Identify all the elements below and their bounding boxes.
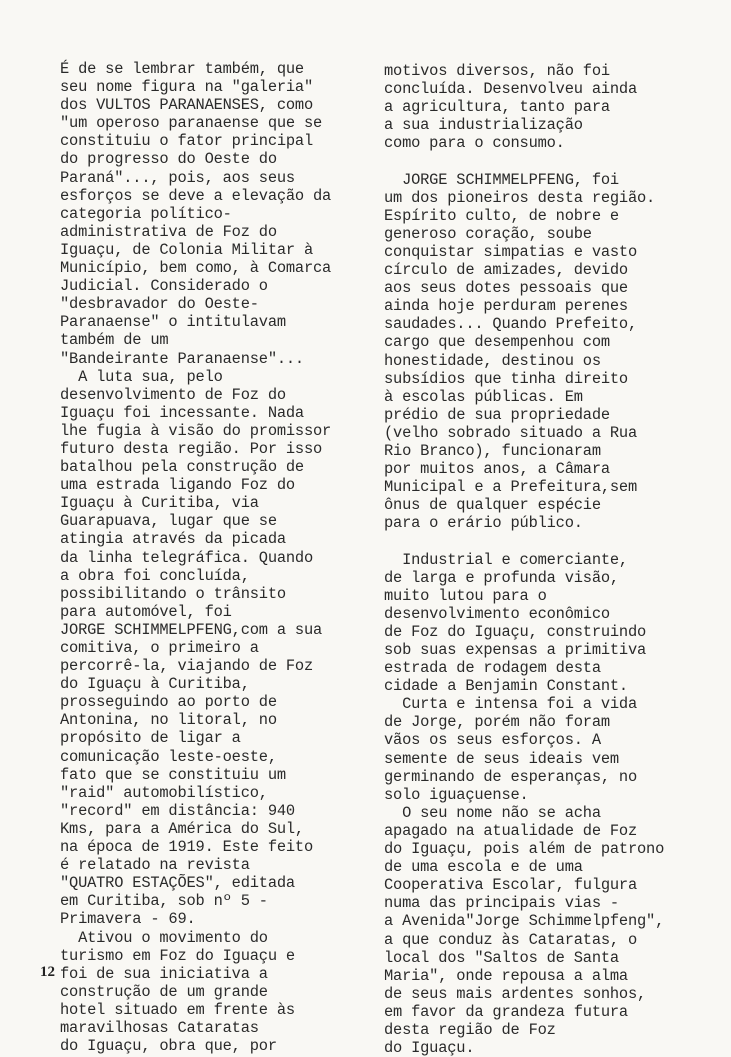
text-line: seu nome figura na "galeria" [60,78,314,97]
text-line: de uma escola e de uma [384,858,583,877]
text-line: do Iguaçu. [384,1039,475,1057]
text-line: de Foz do Iguaçu, construindo [384,622,647,641]
text-line: percorrê-la, viajando de Foz [60,657,314,676]
text-line: na época de 1919. Este feito [60,838,314,857]
text-line: conquistar simpatias e vasto [384,242,638,261]
text-line: concluída. Desenvolveu ainda [384,80,638,99]
text-line: (velho sobrado situado a Rua [384,423,638,442]
text-line: dos VULTOS PARANAENSES, como [60,96,314,115]
text-line: Municipal e a Prefeitura,sem [384,478,638,497]
text-line: desenvolvimento de Foz do [60,385,286,404]
text-line: maravilhosas Cataratas [60,1018,259,1037]
text-line: Ativou o movimento do [60,928,268,947]
text-line: fato que se constituiu um [60,765,286,784]
text-line: do progresso do Oeste do [60,150,277,169]
text-line: numa das principais vias - [384,894,619,913]
text-line: Município, bem como, à Comarca [60,259,332,278]
text-line: Industrial e comerciante, [384,550,628,569]
text-line: comunicação leste-oeste, [60,747,277,766]
text-line: propósito de ligar a [60,729,241,748]
text-line: administrativa de Foz do [60,222,277,241]
text-line: foi de sua iniciativa a [60,964,268,983]
text-line: Cooperativa Escolar, fulgura [384,876,638,895]
text-line: apagado na atualidade de Foz [384,821,638,840]
text-line: a obra foi concluída, [60,566,250,585]
text-line: muito lutou para o [384,586,547,605]
text-line: Iguaçu foi incessante. Nada [60,403,304,422]
text-line: futuro desta região. Por isso [60,439,323,458]
text-line: a agricultura, tanto para [384,98,610,117]
text-line: Kms, para a América do Sul, [60,819,304,838]
page-number: 12 [40,964,55,980]
text-line: ainda hoje perduram perenes [384,297,628,316]
text-line: do Iguaçu à Curitiba, [60,675,250,694]
text-line: do Iguaçu, pois além de patrono [384,840,665,859]
text-line: lhe fugia à visão do promissor [60,421,332,440]
text-line: solo iguaçuense. [384,785,529,804]
text-line: cidade a Benjamin Constant. [384,677,628,696]
text-line: honestidade, destinou os [384,351,601,370]
text-line: Antonina, no litoral, no [60,711,277,730]
text-line: atingia através da picada [60,530,286,549]
text-line: O seu nome não se acha [384,803,601,822]
right-text-column [384,62,704,1057]
text-line: Paranaense" o intitulavam [60,313,286,332]
text-line: de seus mais ardentes sonhos, [384,984,647,1003]
text-line [384,532,704,550]
text-line: Iguaçu à Curitiba, via [60,494,259,513]
text-line: a sua industrialização [384,116,583,135]
text-line: JORGE SCHIMMELPFENG, foi [384,170,619,189]
text-line: para automóvel, foi [60,602,232,621]
text-line: desenvolvimento econômico [384,604,610,623]
text-line: batalhou pela construção de [60,458,304,477]
text-line: local dos "Saltos de Santa [384,948,619,967]
text-line: categoria político- [60,204,232,223]
text-line: Rio Branco), funcionaram [384,441,601,460]
text-line: da linha telegráfica. Quando [60,548,314,567]
text-line: JORGE SCHIMMELPFENG,com a sua [60,620,323,639]
text-line: círculo de amizades, devido [384,261,628,280]
text-line: prosseguindo ao porto de [60,693,277,712]
text-line: esforços se deve a elevação da [60,186,332,205]
text-line: Paraná"..., pois, aos seus [60,168,295,187]
text-line: de Jorge, porém não foram [384,713,610,732]
text-line: por muitos anos, a Câmara [384,460,610,479]
text-line: para o erário público. [384,514,583,533]
text-line: do Iguaçu, obra que, por [60,1037,277,1056]
text-line: saudades... Quando Prefeito, [384,315,638,334]
text-line: em favor da grandeza futura [384,1002,628,1021]
text-line: constituiu o fator principal [60,132,314,151]
text-line: a que conduz às Cataratas, o [384,930,638,949]
text-line: Primavera - 69. [60,910,196,929]
text-line: semente de seus ideais vem [384,749,619,768]
text-line: em Curitiba, sob nº 5 - [60,892,268,911]
left-text-column [60,60,360,1055]
text-line: Guarapuava, lugar que se [60,512,277,531]
text-line: possibilitando o trânsito [60,584,286,603]
text-line: é relatado na revista [60,856,250,875]
text-line: cargo que desempenhou com [384,333,610,352]
text-line: hotel situado em frente às [60,1000,295,1019]
text-line: Espírito culto, de nobre e [384,206,619,225]
text-line: A luta sua, pelo [60,367,223,386]
text-line: a Avenida"Jorge Schimmelpfeng", [384,912,665,931]
text-line: desta região de Foz [384,1020,556,1039]
text-line: prédio de sua propriedade [384,405,610,424]
text-line: uma estrada ligando Foz do [60,476,295,495]
text-line: Judicial. Considerado o [60,277,268,296]
text-line: "QUATRO ESTAÇÕES", editada [60,874,295,893]
text-line: estrada de rodagem desta [384,659,601,678]
text-line: É de se lembrar também, que [60,60,304,78]
text-line: construção de um grande [60,982,268,1001]
text-line: "raid" automobilístico, [60,783,268,802]
text-line: comitiva, o primeiro a [60,639,259,657]
text-line: sob suas expensas a primitiva [384,641,647,659]
text-line [384,152,704,170]
text-line: "um operoso paranaense que se [60,114,323,133]
text-line: generoso coração, soube [384,224,592,243]
text-line: um dos pioneiros desta região. [384,188,656,207]
text-line: também de um [60,331,169,350]
text-line: Maria", onde repousa a alma [384,966,628,985]
text-line: germinando de esperanças, no [384,767,638,786]
text-line: "desbravador do Oeste- [60,295,259,314]
text-line: "record" em distância: 940 [60,801,295,820]
text-line: à escolas públicas. Em [384,387,583,406]
text-line: motivos diversos, não foi [384,62,610,80]
text-line: Curta e intensa foi a vida [384,695,638,714]
text-line: ônus de qualquer espécie [384,496,601,515]
text-line: turismo em Foz do Iguaçu e [60,946,295,965]
text-line: vãos os seus esforços. A [384,731,601,750]
text-line: subsídios que tinha direito [384,369,628,388]
text-line: de larga e profunda visão, [384,568,619,587]
text-line: "Bandeirante Paranaense"... [60,349,304,368]
text-line: aos seus dotes pessoais que [384,279,628,298]
text-line: Iguaçu, de Colonia Militar à [60,240,314,259]
text-line: como para o consumo. [384,134,565,153]
